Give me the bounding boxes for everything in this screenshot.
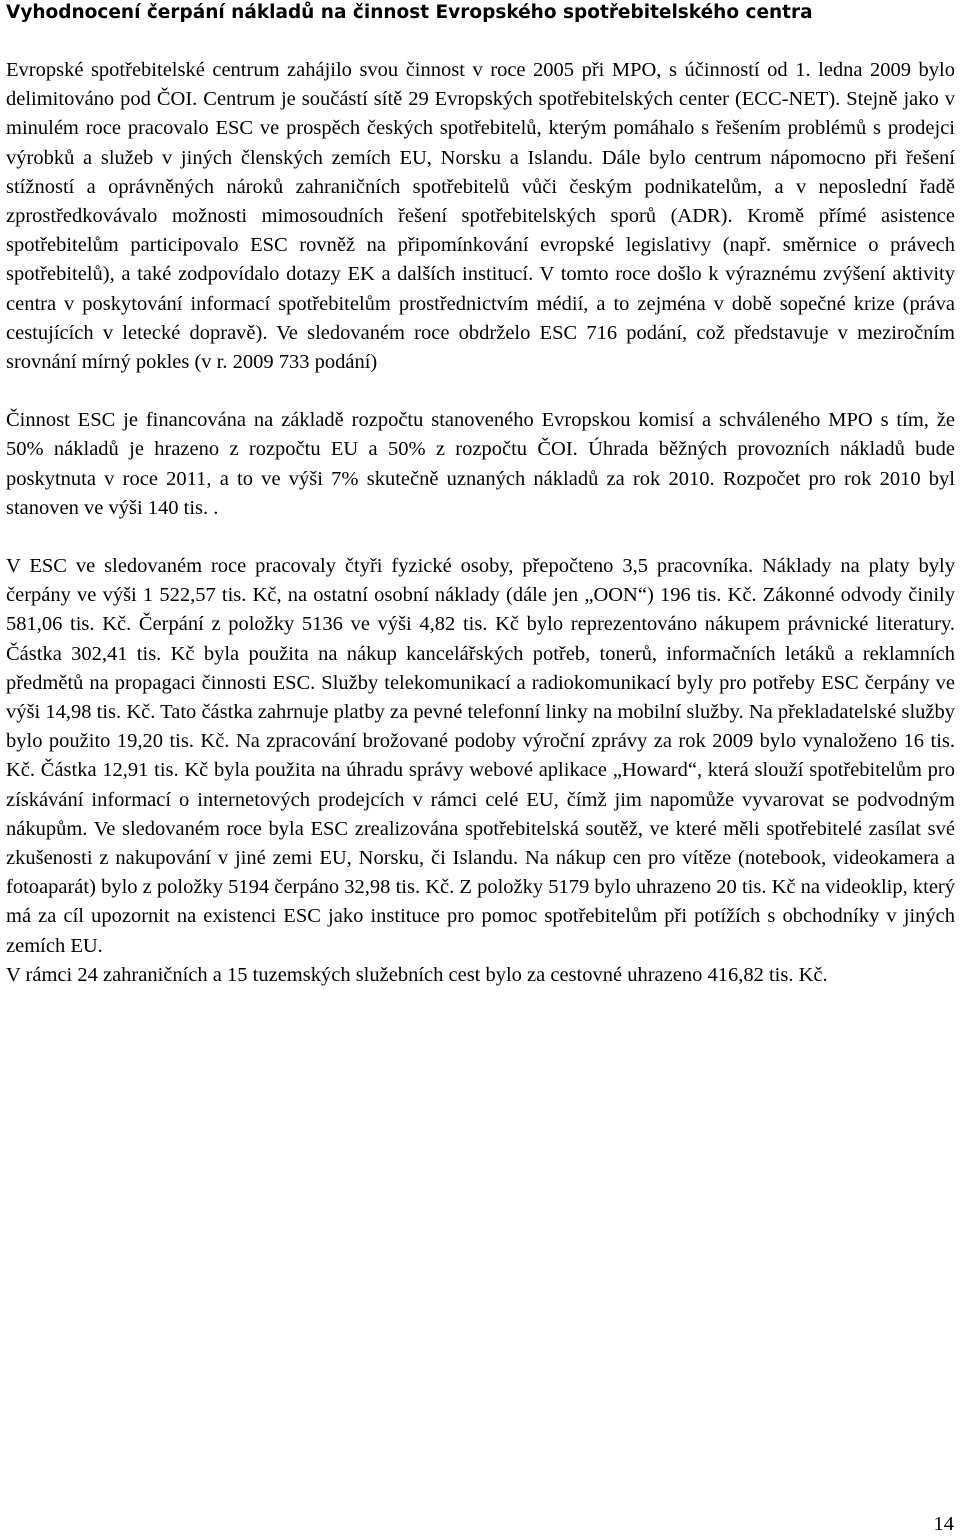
document-title: Vyhodnocení čerpání nákladů na činnost Evropského spotřebitelského centra (6, 2, 813, 23)
paragraph-esc-financing: Činnost ESC je financována na základě rozpočtu stanoveného Evropskou komisí a schváleného MPO s tím, že 50% nákladů je hrazeno z rozpočtu EU a 50% z rozpočtu ČOI. Úhrada běžných provozních nákladů bude poskytnuta v roce 2011, a to ve výši 7% skutečně uznaných nákladů za rok 2010. Rozpočet pro rok 2010 byl stanoven ve výši 140 tis. . (6, 409, 955, 519)
paragraph-esc-activity: Evropské spotřebitelské centrum zahájilo svou činnost v roce 2005 při MPO, s účinností od 1. ledna 2009 bylo delimitováno pod ČOI. Centrum je součástí sítě 29 Evropských spotřebitelských center (ECC-NET). Stejně jako v minulém roce pracovalo ESC ve prospěch českých spotřebitelů, kterým pomáhalo s řešením problémů s prodejci výrobků a služeb v jiných členských zemích EU, Norsku a Islandu. Dále bylo centrum nápomocno při řešení stížností a oprávněných nároků zahraničních spotřebitelů vůči českým podnikatelům, a v neposlední řadě zprostředkovávalo možnosti mimosoudních řešení spotřebitelských sporů (ADR). Kromě přímé asistence spotřebitelům participovalo ESC rovněž na připomínkování evropské legislativy (např. směrnice o právech spotřebitelů), a také zodpovídalo dotazy EK a dalších institucí. V tomto roce došlo k výraznému zvýšení aktivity centra v poskytování informací spotřebitelům prostřednictvím médií, a to zejména v době sopečné krize (práva cestujících v letecké dopravě). Ve sledovaném roce obdrželo ESC 716 podání, což představuje v meziročním srovnání mírný pokles (v r. 2009 733 podání) (6, 59, 955, 374)
page-number: 14 (933, 1513, 954, 1535)
paragraph-travel-costs: V rámci 24 zahraničních a 15 tuzemských služebních cest bylo za cestovné uhrazeno 416,82 tis. Kč. (6, 963, 828, 986)
document-page (6, 0, 955, 990)
paragraph-esc-costs: V ESC ve sledovaném roce pracovaly čtyři fyzické osoby, přepočteno 3,5 pracovníka. Náklady na platy byly čerpány ve výši 1 522,57 tis. Kč, na ostatní osobní náklady (dále jen „OON“) 196 tis. Kč. Zákonné odvody činily 581,06 tis. Kč. Čerpání z položky 5136 ve výši 4,82 tis. Kč bylo reprezentováno nákupem právnické literatury. Částka 302,41 tis. Kč byla použita na nákup kancelářských potřeb, tonerů, informačních letáků a reklamních předmětů na propagaci činnosti ESC. Služby telekomunikací a radiokomunikací byly pro potřeby ESC čerpány ve výši 14,98 tis. Kč. Tato částka zahrnuje platby za pevné telefonní linky na mobilní služby. Na překladatelské služby bylo použito 19,20 tis. Kč. Na zpracování brožované podoby výroční zprávy za rok 2009 bylo vynaloženo 16 tis. Kč. Částka 12,91 tis. Kč byla použita na úhradu správy webové aplikace „Howard“, která slouží spotřebitelům pro získávání informací o internetových prodejcích v rámci celé EU, čímž jim napomůže vyvarovat se podvodným nákupům. Ve sledovaném roce byla ESC zrealizována spotřebitelská soutěž, ve které měli spotřebitelé zasílat své zkušenosti z nakupování v jiné zemi EU, Norsku, či Islandu. Na nákup cen pro vítěze (notebook, videokamera a fotoaparát) bylo z položky 5194 čerpáno 32,98 tis. Kč. Z položky 5179 bylo uhrazeno 20 tis. Kč na videoklip, který má za cíl upozornit na existenci ESC jako instituce pro pomoc spotřebitelům při potížích s obchodníky v jiných zemích EU. (6, 555, 955, 957)
